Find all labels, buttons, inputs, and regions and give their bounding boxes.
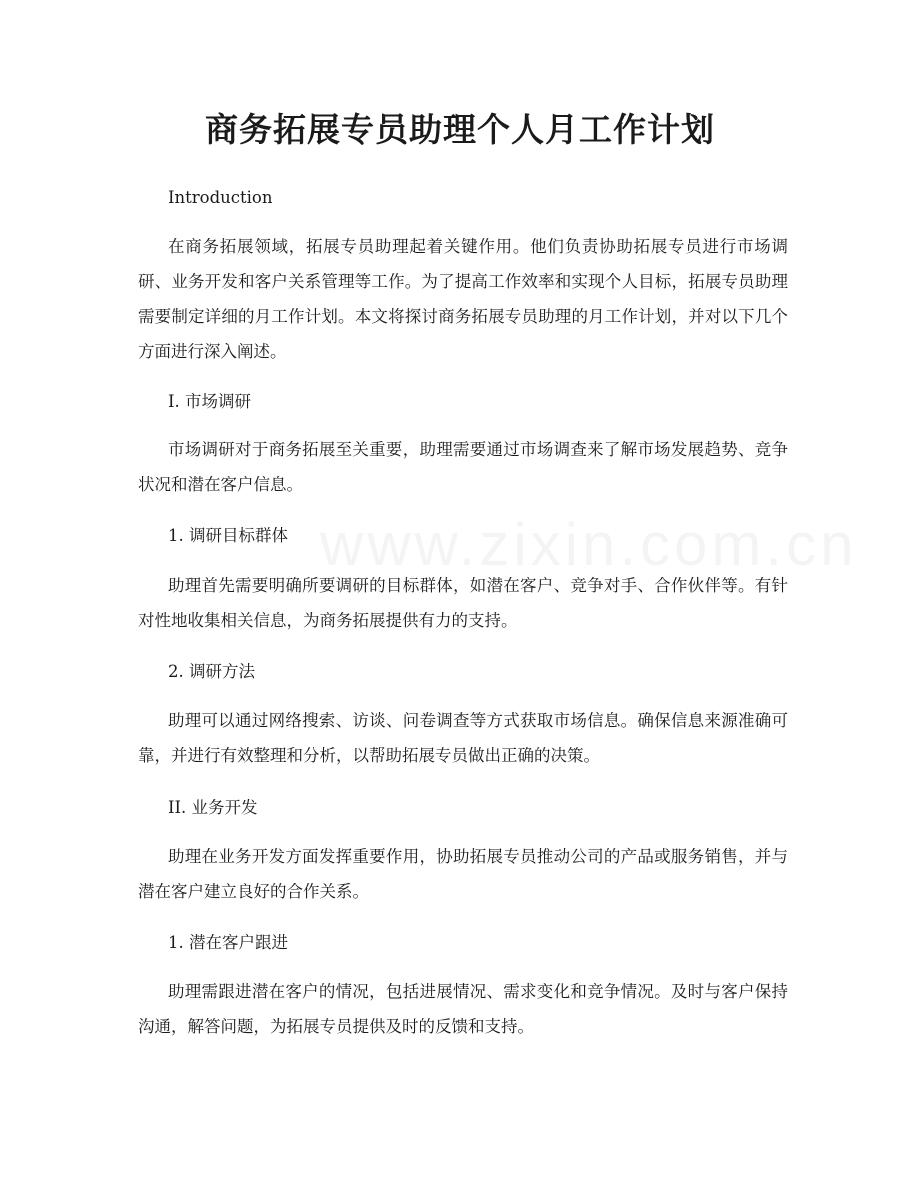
document-title: 商务拓展专员助理个人月工作计划 (205, 110, 715, 149)
section-1-sub-1-heading: 1. 调研目标群体 (168, 526, 288, 545)
section-1-heading: I. 市场调研 (168, 392, 252, 411)
section-2-sub-1-heading: 1. 潜在客户跟进 (168, 933, 288, 952)
intro-paragraph: 在商务拓展领域，拓展专员助理起着关键作用。他们负责协助拓展专员进行市场调研、业务开发和客户关系管理等工作。为了提高工作效率和实现个人目标，拓展专员助理需要制定详细的月工作计划。本文将探讨商务拓展专员助理的月工作计划，并对以下几个方面进行深入阐述。 (138, 237, 788, 361)
intro-heading: Introduction (168, 188, 273, 207)
section-2-paragraph: 助理在业务开发方面发挥重要作用，协助拓展专员推动公司的产品或服务销售，并与潜在客户建立良好的合作关系。 (138, 847, 788, 901)
section-1-sub-2-paragraph: 助理可以通过网络搜索、访谈、问卷调查等方式获取市场信息。确保信息来源准确可靠，并进行有效整理和分析，以帮助拓展专员做出正确的决策。 (138, 711, 788, 765)
section-1-paragraph: 市场调研对于商务拓展至关重要，助理需要通过市场调查来了解市场发展趋势、竞争状况和潜在客户信息。 (138, 440, 788, 494)
section-2-sub-1-paragraph: 助理需跟进潜在客户的情况，包括进展情况、需求变化和竞争情况。及时与客户保持沟通，解答问题，为拓展专员提供及时的反馈和支持。 (138, 982, 788, 1036)
section-1-sub-2-heading: 2. 调研方法 (168, 662, 255, 681)
section-2-heading: II. 业务开发 (168, 798, 258, 817)
section-1-sub-1-paragraph: 助理首先需要明确所要调研的目标群体，如潜在客户、竞争对手、合作伙伴等。有针对性地收集相关信息，为商务拓展提供有力的支持。 (138, 576, 788, 630)
